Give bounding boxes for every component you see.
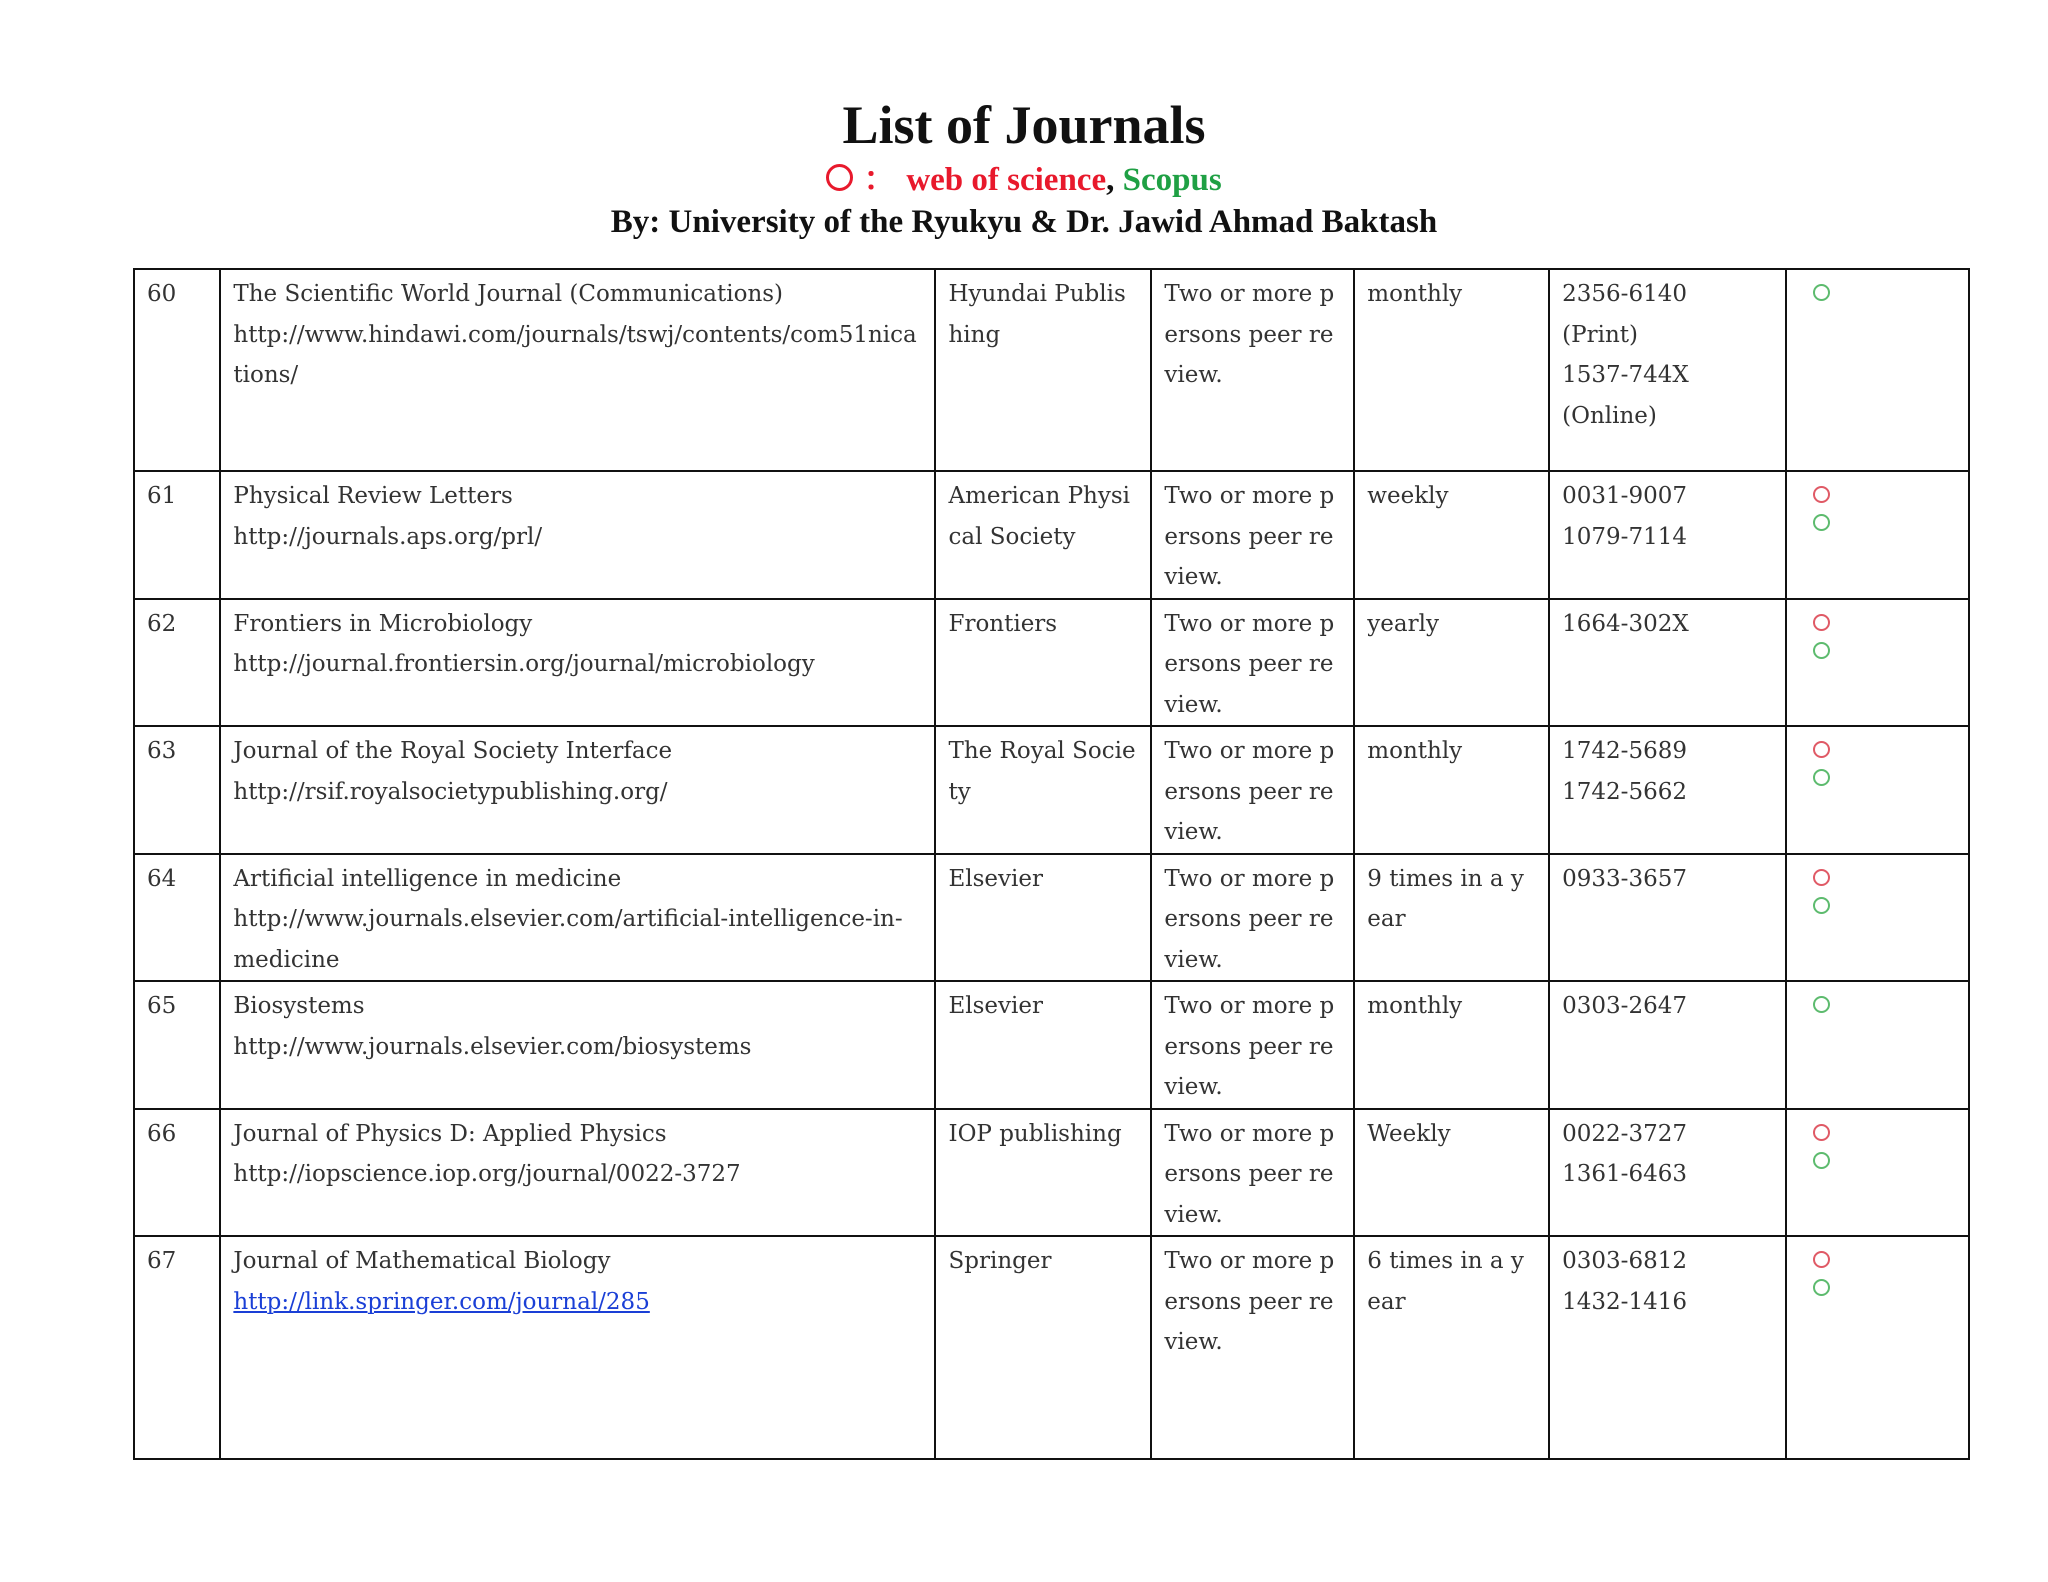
journal-title-cell	[220, 1109, 935, 1237]
journal-number: 65	[147, 993, 177, 1019]
frequency-cell	[1354, 854, 1549, 982]
journal-number-cell	[134, 1109, 220, 1237]
web-of-science-circle-icon	[1813, 1124, 1830, 1141]
issn-value: 1432-1416	[1562, 1288, 1687, 1315]
publisher-cell	[935, 599, 1151, 727]
publisher-cell	[935, 471, 1151, 599]
issn-cell	[1549, 1109, 1786, 1237]
table-row	[134, 471, 1969, 599]
journal-title: Artificial intelligence in medicine	[233, 865, 622, 892]
legend-scopus: Scopus	[1122, 162, 1222, 198]
journals-table	[133, 268, 1970, 1460]
issn-value: 2356-6140	[1562, 281, 1687, 307]
review-type: Two or more persons peer review.	[1164, 738, 1335, 845]
scopus-circle-icon	[1813, 284, 1830, 301]
journal-title: Physical Review Letters	[233, 483, 513, 509]
issn-value: (Print)	[1562, 321, 1638, 348]
index-cell	[1786, 981, 1969, 1109]
journal-title: Journal of Physics D: Applied Physics	[233, 1120, 667, 1147]
journal-title-cell	[220, 471, 935, 599]
table-row	[134, 854, 1969, 982]
journal-number-cell	[134, 1236, 220, 1459]
publication-frequency: yearly	[1367, 610, 1439, 637]
journal-url-link[interactable]: http://link.springer.com/journal/285	[233, 1288, 650, 1315]
issn-cell	[1549, 471, 1786, 599]
index-cell	[1786, 1109, 1969, 1237]
scopus-circle-icon	[1813, 769, 1830, 786]
review-cell	[1151, 1236, 1354, 1459]
publisher-name: Hyundai Publishing	[948, 281, 1126, 348]
index-cell	[1786, 599, 1969, 727]
frequency-cell	[1354, 726, 1549, 854]
journal-url-link[interactable]: http://iopscience.iop.org/journal/0022-3727	[233, 1161, 741, 1187]
scopus-circle-icon	[1813, 897, 1830, 914]
legend-web-of-science: web of science	[906, 162, 1107, 198]
publication-frequency: monthly	[1367, 993, 1463, 1019]
issn-value: 0303-2647	[1562, 993, 1687, 1019]
frequency-cell	[1354, 1236, 1549, 1459]
issn-value: 0933-3657	[1562, 865, 1687, 892]
publisher-cell	[935, 1109, 1151, 1237]
publisher-cell	[935, 1236, 1151, 1459]
scopus-circle-icon	[1813, 514, 1830, 531]
journal-title: Journal of the Royal Society Interface	[233, 738, 673, 764]
frequency-cell	[1354, 599, 1549, 727]
frequency-cell	[1354, 981, 1549, 1109]
index-cell	[1786, 1236, 1969, 1459]
issn-cell	[1549, 854, 1786, 982]
journal-url-link[interactable]: http://journal.frontiersin.org/journal/microbiology	[233, 651, 815, 677]
review-type: Two or more persons peer review.	[1164, 865, 1335, 973]
journal-title-cell	[220, 1236, 935, 1459]
table-row	[134, 1109, 1969, 1237]
issn-value: 1537-744X	[1562, 362, 1689, 388]
journal-number-cell	[134, 854, 220, 982]
publication-frequency: weekly	[1367, 483, 1449, 509]
issn-cell	[1549, 1236, 1786, 1459]
journal-url-link[interactable]: http://www.journals.elsevier.com/biosystems	[233, 1033, 752, 1060]
journal-number: 60	[147, 281, 177, 307]
review-cell	[1151, 471, 1354, 599]
table-row	[134, 269, 1969, 471]
web-of-science-circle-icon	[1813, 1251, 1830, 1268]
publisher-cell	[935, 726, 1151, 854]
page-title: List of Journals	[842, 95, 1206, 155]
review-type: Two or more persons peer review.	[1164, 1248, 1335, 1355]
index-legend	[0, 158, 2048, 202]
review-type: Two or more persons peer review.	[1164, 1120, 1335, 1228]
review-type: Two or more persons peer review.	[1164, 281, 1335, 388]
issn-value: 1664-302X	[1562, 610, 1689, 637]
journal-url-link[interactable]: http://rsif.royalsocietypublishing.org/	[233, 778, 668, 805]
table-row	[134, 1236, 1969, 1459]
web-of-science-circle-icon	[1813, 486, 1830, 503]
journal-title: Frontiers in Microbiology	[233, 610, 533, 637]
publisher-name: Elsevier	[948, 993, 1043, 1019]
review-type: Two or more persons peer review.	[1164, 483, 1335, 590]
issn-value: (Online)	[1562, 402, 1657, 429]
publication-frequency: monthly	[1367, 738, 1463, 764]
table-row	[134, 599, 1969, 727]
index-cell	[1786, 471, 1969, 599]
publication-frequency: Weekly	[1367, 1120, 1451, 1147]
circle-icon	[826, 164, 853, 191]
journal-number: 64	[147, 865, 177, 892]
journal-number: 66	[147, 1120, 177, 1147]
issn-value: 1361-6463	[1562, 1161, 1687, 1187]
review-cell	[1151, 981, 1354, 1109]
index-cell	[1786, 854, 1969, 982]
issn-cell	[1549, 599, 1786, 727]
review-cell	[1151, 854, 1354, 982]
review-cell	[1151, 269, 1354, 471]
journal-number: 62	[147, 610, 177, 637]
table-row	[134, 726, 1969, 854]
issn-value: 1742-5662	[1562, 778, 1687, 805]
legend-colon: ：	[863, 162, 897, 198]
journal-title-cell	[220, 981, 935, 1109]
publisher-cell	[935, 981, 1151, 1109]
review-type: Two or more persons peer review.	[1164, 610, 1335, 718]
scopus-circle-icon	[1813, 642, 1830, 659]
frequency-cell	[1354, 1109, 1549, 1237]
issn-value: 0022-3727	[1562, 1120, 1687, 1147]
review-type: Two or more persons peer review.	[1164, 993, 1335, 1100]
journals-table-body	[134, 269, 1969, 1459]
issn-value: 1742-5689	[1562, 738, 1687, 764]
issn-cell	[1549, 981, 1786, 1109]
web-of-science-circle-icon	[1813, 741, 1830, 758]
publication-frequency: 6 times in a year	[1367, 1248, 1524, 1315]
journal-title: Biosystems	[233, 993, 365, 1019]
frequency-cell	[1354, 471, 1549, 599]
journal-number-cell	[134, 269, 220, 471]
web-of-science-circle-icon	[1813, 614, 1830, 631]
journal-number-cell	[134, 981, 220, 1109]
index-cell	[1786, 726, 1969, 854]
publisher-name: Frontiers	[948, 610, 1058, 637]
review-cell	[1151, 599, 1354, 727]
publisher-cell	[935, 854, 1151, 982]
issn-cell	[1549, 269, 1786, 471]
journal-url-link[interactable]: http://journals.aps.org/prl/	[233, 523, 543, 550]
legend-comma: ,	[1106, 162, 1115, 198]
scopus-circle-icon	[1813, 1152, 1830, 1169]
scopus-circle-icon	[1813, 996, 1830, 1013]
index-cell	[1786, 269, 1969, 471]
journal-number-cell	[134, 471, 220, 599]
journal-number: 61	[147, 483, 177, 509]
publisher-name: The Royal Society	[948, 738, 1136, 805]
journal-url-link[interactable]: http://www.hindawi.com/journals/tswj/contents/com51nications/	[233, 321, 917, 388]
journal-title-cell	[220, 726, 935, 854]
journal-number-cell	[134, 599, 220, 727]
journal-title-cell	[220, 599, 935, 727]
journal-title-cell	[220, 854, 935, 982]
publication-frequency: monthly	[1367, 281, 1463, 307]
journal-title-cell	[220, 269, 935, 471]
scopus-circle-icon	[1813, 1279, 1830, 1296]
review-cell	[1151, 1109, 1354, 1237]
journal-title: The Scientific World Journal (Communications)	[233, 281, 784, 307]
publisher-cell	[935, 269, 1151, 471]
issn-value: 0031-9007	[1562, 483, 1687, 509]
journal-title: Journal of Mathematical Biology	[233, 1248, 611, 1274]
publication-frequency: 9 times in a year	[1367, 865, 1524, 932]
journal-number-cell	[134, 726, 220, 854]
web-of-science-circle-icon	[1813, 869, 1830, 886]
issn-cell	[1549, 726, 1786, 854]
journal-number: 63	[147, 738, 177, 764]
issn-value: 0303-6812	[1562, 1248, 1687, 1274]
publisher-name: IOP publishing	[948, 1120, 1122, 1147]
publisher-name: Springer	[948, 1248, 1052, 1274]
journal-url-link[interactable]: http://www.journals.elsevier.com/artificial-intelligence-in-medicine	[233, 906, 903, 973]
byline: By: University of the Ryukyu & Dr. Jawid Ahmad Baktash	[610, 204, 1438, 240]
issn-value: 1079-7114	[1562, 523, 1687, 550]
publisher-name: Elsevier	[948, 865, 1043, 892]
journal-number: 67	[147, 1248, 177, 1274]
publisher-name: American Physical Society	[948, 483, 1131, 550]
frequency-cell	[1354, 269, 1549, 471]
review-cell	[1151, 726, 1354, 854]
table-row	[134, 981, 1969, 1109]
